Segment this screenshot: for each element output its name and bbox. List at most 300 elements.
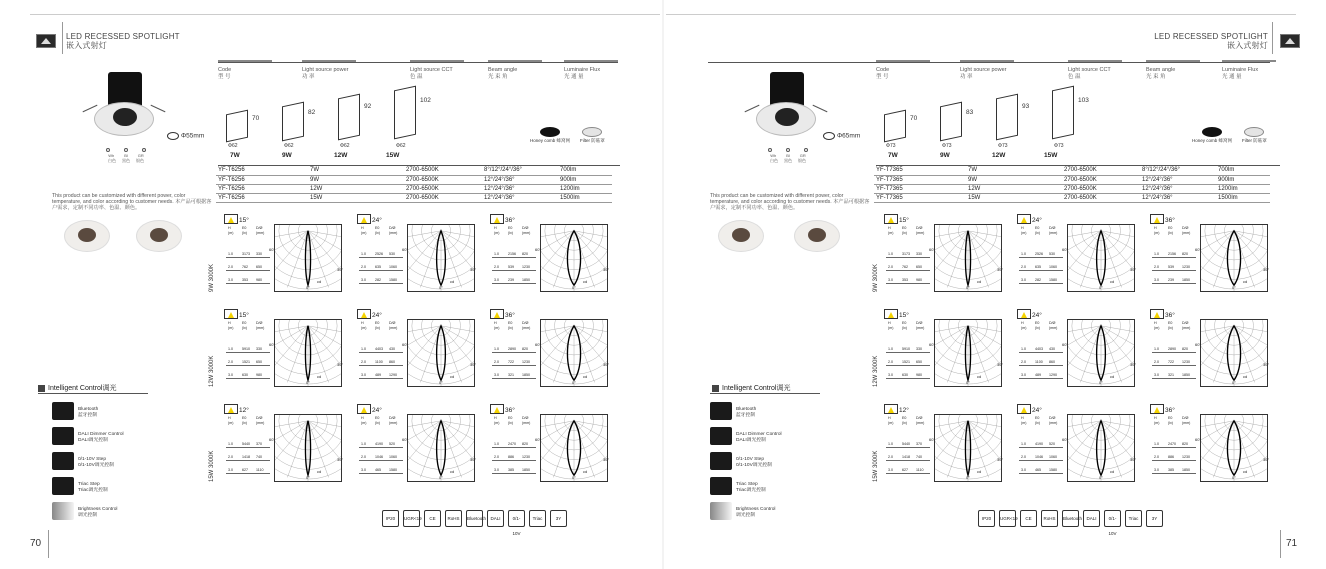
title-divider — [62, 22, 63, 54]
illuminance-value: 2.0 — [494, 455, 499, 459]
illuminance-value: E0 — [1168, 416, 1173, 420]
illuminance-value: 980 — [256, 373, 262, 377]
polar-label: 0° — [439, 475, 443, 480]
illuminance-value: 465 — [1035, 468, 1041, 472]
dimmer-icon — [710, 452, 732, 470]
cutout-value: Φ55mm — [181, 132, 205, 140]
polar-label: 30° — [603, 362, 610, 367]
polar-label: 30° — [337, 362, 344, 367]
illuminance-value: E0 — [375, 321, 380, 325]
illuminance-value: D/Ø — [1182, 321, 1189, 325]
photometric-row-label: 15W 3000K — [873, 450, 879, 482]
polar-svg — [541, 225, 610, 291]
illuminance-value: E0 — [1035, 226, 1040, 230]
polar-spoke — [308, 231, 341, 241]
illuminance-value: 4190 — [375, 442, 383, 446]
illuminance-value: 239 — [508, 278, 514, 282]
illuminance-value: 489 — [375, 373, 381, 377]
dimension-drawing — [1052, 86, 1074, 140]
polar-label: 60° — [929, 342, 936, 347]
illuminance-value: 2.0 — [888, 265, 893, 269]
polar-spoke — [574, 231, 607, 241]
illuminance-value: 5910 — [902, 347, 910, 351]
illuminance-value: (lx) — [508, 231, 513, 235]
illuminance-value: D/Ø — [522, 321, 529, 325]
illuminance-value: 1.0 — [228, 442, 233, 446]
title-en: LED RECESSED SPOTLIGHT — [1154, 32, 1268, 41]
page-title — [1154, 32, 1268, 50]
illuminance-value: (mm) — [522, 421, 531, 425]
illuminance-value: 1060 — [389, 265, 397, 269]
illuminance-value: (lx) — [1035, 231, 1040, 235]
control-item-cn: 0/1-10V调光控制 — [736, 462, 772, 468]
dimension-drawing — [394, 86, 416, 140]
illuminance-value: 1.0 — [1154, 347, 1159, 351]
polar-spoke — [935, 231, 968, 241]
polar-spoke — [275, 231, 308, 261]
color-swatch-icon — [142, 148, 146, 152]
photometric-row-label: 12W 3000K — [209, 355, 215, 387]
control-item — [78, 507, 117, 518]
polar-spoke — [1201, 231, 1234, 241]
polar-label: cd — [1110, 374, 1115, 379]
polar-label: cd — [1243, 279, 1248, 284]
table-cell: YF-T7365 — [874, 184, 966, 193]
brand-logo-icon — [36, 34, 56, 48]
illuminance-rule — [359, 473, 403, 474]
column-header-en: Light source power — [960, 67, 1007, 73]
polar-label: 30° — [603, 267, 610, 272]
photometric-row-label: 12W 3000K — [873, 355, 879, 387]
column-header — [1068, 67, 1111, 81]
illuminance-value: D/Ø — [916, 321, 923, 325]
table-cell: 7W — [966, 166, 1062, 175]
table-cell: YF-T6256 — [216, 166, 308, 175]
polar-spoke — [275, 421, 308, 451]
beam-angle-icon — [490, 214, 504, 224]
illuminance-value: (m) — [888, 231, 894, 235]
polar-label: cd — [1110, 469, 1115, 474]
illuminance-value: 282 — [375, 278, 381, 282]
illuminance-value: (mm) — [916, 231, 925, 235]
illuminance-value: 2.0 — [228, 360, 233, 364]
control-item-en: Brightness Control — [736, 507, 776, 512]
column-header — [564, 67, 600, 81]
polar-curve-chart — [402, 224, 477, 292]
page-number: 71 — [1286, 538, 1298, 549]
illuminance-value: E0 — [902, 321, 907, 325]
illuminance-value: (lx) — [242, 421, 247, 425]
polar-label: 60° — [402, 342, 409, 347]
control-item-cn: Triac调光控制 — [78, 487, 108, 493]
spec-top-rule — [708, 62, 1270, 63]
polar-label: 30° — [337, 457, 344, 462]
illuminance-value: (lx) — [1168, 421, 1173, 425]
polar-label: cd — [977, 469, 982, 474]
illuminance-value: (mm) — [256, 326, 265, 330]
polar-label: 60° — [1195, 247, 1202, 252]
table-cell: 700lm — [1216, 166, 1270, 175]
illuminance-value: (m) — [361, 231, 367, 235]
illuminance-rule — [492, 270, 536, 271]
illuminance-value: (mm) — [1182, 231, 1191, 235]
polar-spoke — [935, 421, 968, 431]
polar-spoke — [1201, 326, 1234, 372]
illuminance-value: 1230 — [1182, 265, 1190, 269]
illuminance-rule — [1152, 447, 1196, 448]
illuminance-value: 3.0 — [888, 468, 893, 472]
wattage-label: 7W — [230, 152, 240, 159]
polar-spoke — [935, 421, 968, 467]
illuminance-value: E0 — [508, 416, 513, 420]
color-swatch-icon — [106, 148, 110, 152]
certification-badge: IP20 — [382, 510, 399, 527]
beam-angle-icon — [490, 309, 504, 319]
illuminance-value: 3.0 — [888, 278, 893, 282]
beam-angle-icon — [1150, 404, 1164, 414]
polar-label: 30° — [997, 457, 1004, 462]
polar-spoke — [968, 421, 1001, 431]
polar-svg — [935, 415, 1004, 481]
column-header-en: Beam angle — [488, 67, 518, 73]
certification-badge: Bluetooth — [466, 510, 483, 527]
illuminance-value: 650 — [916, 360, 922, 364]
beam-angle-icon — [490, 404, 504, 414]
polar-label: 30° — [1130, 267, 1137, 272]
illuminance-value: 4403 — [1035, 347, 1043, 351]
beam-angle-icon — [224, 214, 238, 224]
polar-label: 0° — [1099, 475, 1103, 480]
table-cell: 12°/24°/36° — [482, 193, 558, 202]
illuminance-value: 2.0 — [494, 360, 499, 364]
polar-curve-chart — [1195, 224, 1270, 292]
illuminance-value: (lx) — [242, 326, 247, 330]
illuminance-value: (m) — [361, 326, 367, 330]
color-names — [96, 158, 156, 164]
polar-spoke — [308, 326, 341, 356]
illuminance-value: 1100 — [375, 360, 383, 364]
illuminance-value: 1418 — [902, 455, 910, 459]
illuminance-value: 2470 — [1168, 442, 1176, 446]
column-header — [410, 67, 453, 81]
polar-label: 0° — [439, 285, 443, 290]
polar-label: 30° — [997, 267, 1004, 272]
dimension-drawing — [884, 110, 906, 143]
illuminance-value: 1.0 — [888, 442, 893, 446]
illuminance-value: 3.0 — [228, 468, 233, 472]
table-cell: 1500lm — [1216, 193, 1270, 202]
illuminance-rule — [359, 460, 403, 461]
control-item — [736, 507, 775, 518]
illuminance-value: 820 — [1182, 347, 1188, 351]
illuminance-value: 3.0 — [228, 278, 233, 282]
illuminance-value: H — [1154, 321, 1157, 325]
illuminance-value: 3.0 — [494, 373, 499, 377]
illuminance-value: 520 — [1049, 442, 1055, 446]
illuminance-value: 2.0 — [1154, 455, 1159, 459]
illuminance-value: (lx) — [902, 421, 907, 425]
brightness-icon — [52, 502, 74, 520]
illuminance-value: 520 — [389, 442, 395, 446]
polar-label: 0° — [1232, 380, 1236, 385]
illuminance-value: E0 — [902, 226, 907, 230]
illuminance-value: (lx) — [1168, 231, 1173, 235]
control-item-en: 0/1-10V Step — [78, 457, 107, 462]
polar-label: 60° — [269, 437, 276, 442]
polar-label: cd — [450, 469, 455, 474]
illuminance-value: 820 — [522, 347, 528, 351]
illuminance-value: 650 — [256, 360, 262, 364]
illuminance-value: 4190 — [1035, 442, 1043, 446]
illuminance-value: (mm) — [1049, 326, 1058, 330]
polar-spoke — [935, 326, 968, 336]
illuminance-value: 3173 — [902, 252, 910, 256]
illuminance-value: D/Ø — [389, 321, 396, 325]
illuminance-value: 3.0 — [888, 373, 893, 377]
title-en: LED RECESSED SPOTLIGHT — [66, 32, 180, 41]
certification-badge: UGR<19 — [403, 510, 420, 527]
illuminance-value: 2.0 — [1154, 265, 1159, 269]
polar-svg — [1068, 225, 1137, 291]
illuminance-rule — [226, 283, 270, 284]
polar-svg — [1201, 320, 1270, 386]
polar-svg — [541, 415, 610, 481]
polar-label: 60° — [535, 247, 542, 252]
column-header — [1222, 67, 1258, 81]
control-item-en: DALI Dimmer Control — [736, 432, 782, 437]
illuminance-value: 762 — [242, 265, 248, 269]
illuminance-value: 1580 — [389, 468, 397, 472]
polar-label: 0° — [966, 380, 970, 385]
column-header-cn: 功 率 — [960, 74, 973, 80]
lamp-trim — [756, 102, 816, 136]
illuminance-value: 1.0 — [361, 347, 366, 351]
beam-angle-icon — [1017, 309, 1031, 319]
illuminance-value: H — [1021, 226, 1024, 230]
polar-spoke — [968, 231, 1001, 261]
polar-spoke — [408, 421, 441, 431]
wattage-label: 15W — [1044, 152, 1058, 159]
illuminance-rule — [226, 473, 270, 474]
illuminance-value: 740 — [916, 455, 922, 459]
illuminance-value: 3.0 — [494, 468, 499, 472]
illuminance-value: 1.0 — [494, 252, 499, 256]
honeycomb-label: Honey comb 蜂窝网 — [1192, 138, 1233, 143]
intelligent-control-label: Intelligent Control调光 — [722, 385, 791, 392]
polar-spoke — [408, 326, 441, 336]
control-item — [736, 457, 772, 468]
illuminance-value: 239 — [1168, 278, 1174, 282]
beam-angle: 36° — [505, 217, 515, 224]
illuminance-value: 2.0 — [361, 455, 366, 459]
polar-spoke — [275, 421, 308, 431]
illuminance-rule — [226, 365, 270, 366]
illuminance-rule — [1019, 447, 1063, 448]
table-cell: 12°/24°/36° — [1140, 184, 1216, 193]
spring-clip — [83, 105, 98, 113]
illuminance-value: 3.0 — [1154, 373, 1159, 377]
title-cn: 嵌入式射灯 — [66, 41, 107, 50]
illuminance-rule — [1019, 365, 1063, 366]
illuminance-value: 627 — [242, 468, 248, 472]
polar-spoke — [1234, 421, 1267, 431]
illuminance-value: (mm) — [1049, 421, 1058, 425]
polar-label: cd — [1110, 279, 1115, 284]
table-cell: YF-T6256 — [216, 193, 308, 202]
certification-badge: 0/1-10V — [508, 510, 525, 527]
header-rule — [30, 14, 660, 15]
illuminance-value: 722 — [1168, 360, 1174, 364]
illuminance-rule — [492, 378, 536, 379]
polar-label: 60° — [1195, 437, 1202, 442]
illuminance-value: 1230 — [1182, 360, 1190, 364]
illuminance-value: 1100 — [1035, 360, 1043, 364]
illuminance-value: 630 — [242, 373, 248, 377]
control-item — [78, 482, 108, 493]
illuminance-value: 2.0 — [888, 360, 893, 364]
illuminance-value: 330 — [916, 252, 922, 256]
illuminance-value: 722 — [508, 360, 514, 364]
polar-label: 60° — [1062, 247, 1069, 252]
illuminance-rule — [492, 365, 536, 366]
color-label: GR — [137, 153, 144, 158]
column-header-cn: 色 温 — [1068, 74, 1081, 80]
illuminance-value: 2.0 — [1154, 360, 1159, 364]
brand-logo-icon — [1280, 34, 1300, 48]
illuminance-value: (mm) — [522, 231, 531, 235]
illuminance-value: 282 — [1035, 278, 1041, 282]
control-item — [736, 407, 756, 418]
illuminance-value: 2890 — [508, 347, 516, 351]
illuminance-value: 886 — [1168, 455, 1174, 459]
column-header-cn: 光 通 量 — [564, 74, 584, 80]
polar-svg — [408, 320, 477, 386]
beam-angle: 24° — [372, 312, 382, 319]
book-spine — [662, 0, 664, 569]
polar-curve-chart — [402, 414, 477, 482]
header-rule — [666, 14, 1296, 15]
illuminance-value: 820 — [522, 442, 528, 446]
polar-spoke — [541, 326, 574, 336]
column-header — [876, 67, 889, 81]
dimension-height: 83 — [966, 109, 974, 116]
illuminance-value: 2526 — [375, 252, 383, 256]
illuminance-rule — [1152, 352, 1196, 353]
table-cell: 15W — [966, 193, 1062, 202]
intelligent-control-title — [712, 383, 790, 393]
polar-label: 0° — [572, 475, 576, 480]
illuminance-value: (mm) — [916, 326, 925, 330]
certification-badge: DALI — [487, 510, 504, 527]
table-cell: 2700-6500K — [1062, 193, 1140, 202]
illuminance-value: (m) — [494, 421, 500, 425]
illuminance-value: (m) — [494, 326, 500, 330]
beam-angle: 24° — [372, 217, 382, 224]
polar-curve-chart — [269, 224, 344, 292]
polar-label: 60° — [535, 437, 542, 442]
illuminance-value: E0 — [1035, 416, 1040, 420]
certification-badge: 3Y — [550, 510, 567, 527]
illuminance-value: 2.0 — [888, 455, 893, 459]
illuminance-value: 635 — [1035, 265, 1041, 269]
polar-label: cd — [450, 279, 455, 284]
illuminance-value: (m) — [1154, 421, 1160, 425]
illuminance-value: 3.0 — [228, 373, 233, 377]
illuminance-rule — [886, 270, 930, 271]
polar-label: cd — [317, 469, 322, 474]
beam-angle: 15° — [239, 217, 249, 224]
spec-table — [216, 166, 612, 203]
control-item-cn: 调光控制 — [736, 512, 756, 518]
column-header-bar — [218, 60, 272, 62]
polar-spoke — [541, 421, 574, 431]
beam-angle: 36° — [1165, 217, 1175, 224]
illuminance-rule — [1152, 270, 1196, 271]
illuminance-value: (mm) — [1049, 231, 1058, 235]
illuminance-value: 1290 — [1049, 373, 1057, 377]
polar-label: 30° — [997, 362, 1004, 367]
illuminance-value: 3.0 — [1154, 278, 1159, 282]
table-cell: 2700-6500K — [1062, 184, 1140, 193]
table-cell: 2700-6500K — [1062, 166, 1140, 175]
column-header-en: Code — [218, 67, 232, 73]
illuminance-value: 385 — [1168, 468, 1174, 472]
cutout-icon — [167, 132, 179, 140]
polar-spoke — [441, 421, 474, 431]
polar-label: 60° — [269, 247, 276, 252]
illuminance-value: 370 — [256, 442, 262, 446]
table-cell: YF-T7365 — [874, 193, 966, 202]
illuminance-rule — [226, 352, 270, 353]
color-name: 银色 — [136, 158, 144, 163]
photometric-row-label: 9W 3000K — [873, 263, 879, 292]
table-cell: 1200lm — [1216, 184, 1270, 193]
illuminance-value: (lx) — [375, 326, 380, 330]
polar-label: 30° — [1263, 457, 1270, 462]
cutout-size — [167, 132, 204, 140]
control-item-en: Brightness Control — [78, 507, 118, 512]
polar-spoke — [308, 421, 341, 451]
polar-label: 0° — [1099, 285, 1103, 290]
column-header-en: Luminaire Flux — [1222, 67, 1259, 73]
product-description: This product can be customized with different power, color temperature, and color according to customer needs. 本产品可根据客户需求，定制不同功率、色温、颜色。 — [710, 193, 870, 211]
certification-badge: 3Y — [1146, 510, 1163, 527]
illuminance-value: 2.0 — [361, 360, 366, 364]
polar-spoke — [1101, 231, 1134, 241]
beam-angle-icon — [224, 309, 238, 319]
illuminance-value: E0 — [242, 416, 247, 420]
illuminance-value: 430 — [389, 347, 395, 351]
illuminance-value: (m) — [888, 326, 894, 330]
column-header-bar — [1146, 60, 1200, 62]
illuminance-value: 1.0 — [228, 347, 233, 351]
illuminance-rule — [886, 365, 930, 366]
polar-curve-chart — [1062, 224, 1137, 292]
table-cell: 7W — [308, 166, 404, 175]
table-cell: 2700-6500K — [1062, 175, 1140, 184]
beam-angle: 12° — [239, 407, 249, 414]
dimension-height: 102 — [420, 97, 431, 104]
left-page — [0, 0, 660, 569]
illuminance-value: 2.0 — [1021, 455, 1026, 459]
illuminance-value: 330 — [256, 347, 262, 351]
illuminance-value: D/Ø — [256, 226, 263, 230]
column-header-bar — [410, 60, 464, 62]
illuminance-value: 539 — [1168, 265, 1174, 269]
dimension-width: Φ62 — [228, 143, 238, 149]
illuminance-value: 539 — [508, 265, 514, 269]
column-header-en: Light source power — [302, 67, 349, 73]
